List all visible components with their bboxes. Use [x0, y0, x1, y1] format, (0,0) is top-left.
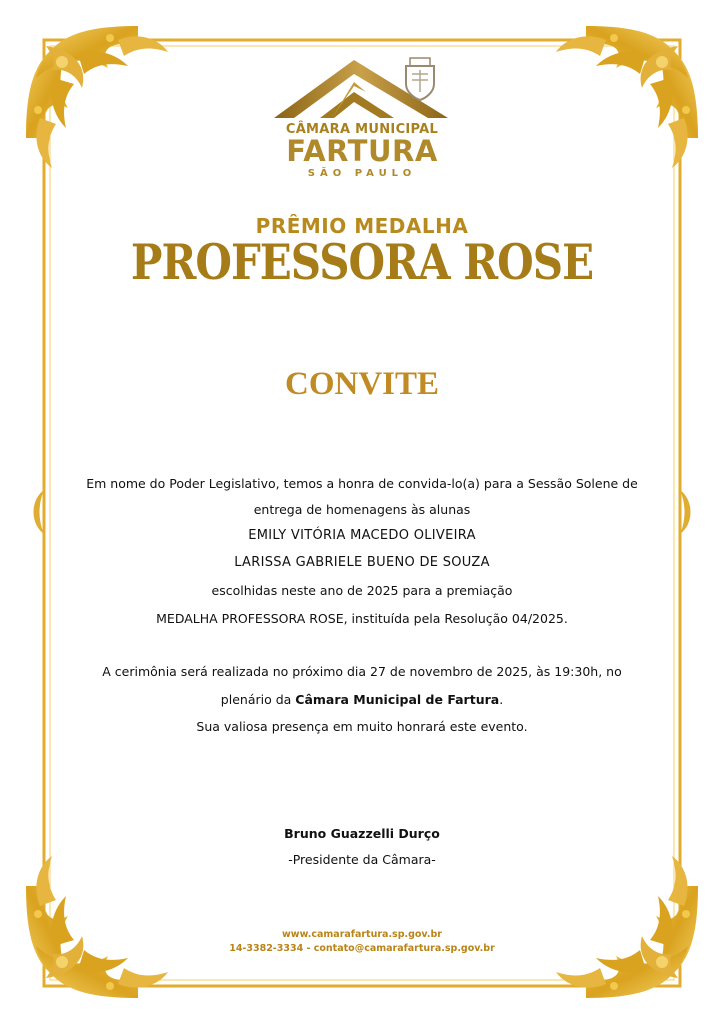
award-title: PROFESSORA ROSE [130, 234, 594, 291]
body-line-6 [80, 692, 644, 707]
body-line-4: MEDALHA PROFESSORA ROSE, instituída pela Resolução 04/2025. [156, 611, 568, 626]
signer-role: -Presidente da Câmara- [288, 852, 436, 867]
chamber-logo [262, 52, 462, 182]
signer-name: Bruno Guazzelli Durço [284, 826, 440, 841]
footer-website: www.camarafartura.sp.gov.br [282, 929, 442, 940]
page-title: CONVITE [284, 366, 440, 402]
body-line-7: Sua valiosa presença em muito honrará este evento. [196, 719, 528, 734]
body-line-5: A cerimônia será realizada no próximo dia 27 de novembro de 2025, às 19:30h, no [102, 664, 622, 679]
body-line-3: escolhidas neste ano de 2025 para a premiação [211, 583, 513, 598]
logo-line-1: CÂMARA MUNICIPAL [285, 122, 439, 137]
venue-name: Câmara Municipal de Fartura [295, 692, 500, 707]
body-line-6-prefix: plenário da [220, 692, 296, 707]
footer-contact: 14-3382-3334 - contato@camarafartura.sp.gov.br [229, 943, 495, 954]
body-line-6-suffix: . [499, 692, 504, 707]
logo-line-2: FARTURA [286, 134, 438, 168]
body-line-2: entrega de homenagens às alunas [253, 502, 471, 517]
award-subtitle: PRÊMIO MEDALHA [255, 214, 469, 238]
coat-of-arms-icon [400, 56, 440, 102]
body-line-1: Em nome do Poder Legislativo, temos a honra de convida-lo(a) para a Sessão Solene de [86, 476, 638, 491]
honoree-name-2: LARISSA GABRIELE BUENO DE SOUZA [234, 555, 490, 570]
honoree-name-1: EMILY VITÓRIA MACEDO OLIVEIRA [248, 528, 476, 543]
logo-line-3: SÃO PAULO [307, 168, 417, 179]
